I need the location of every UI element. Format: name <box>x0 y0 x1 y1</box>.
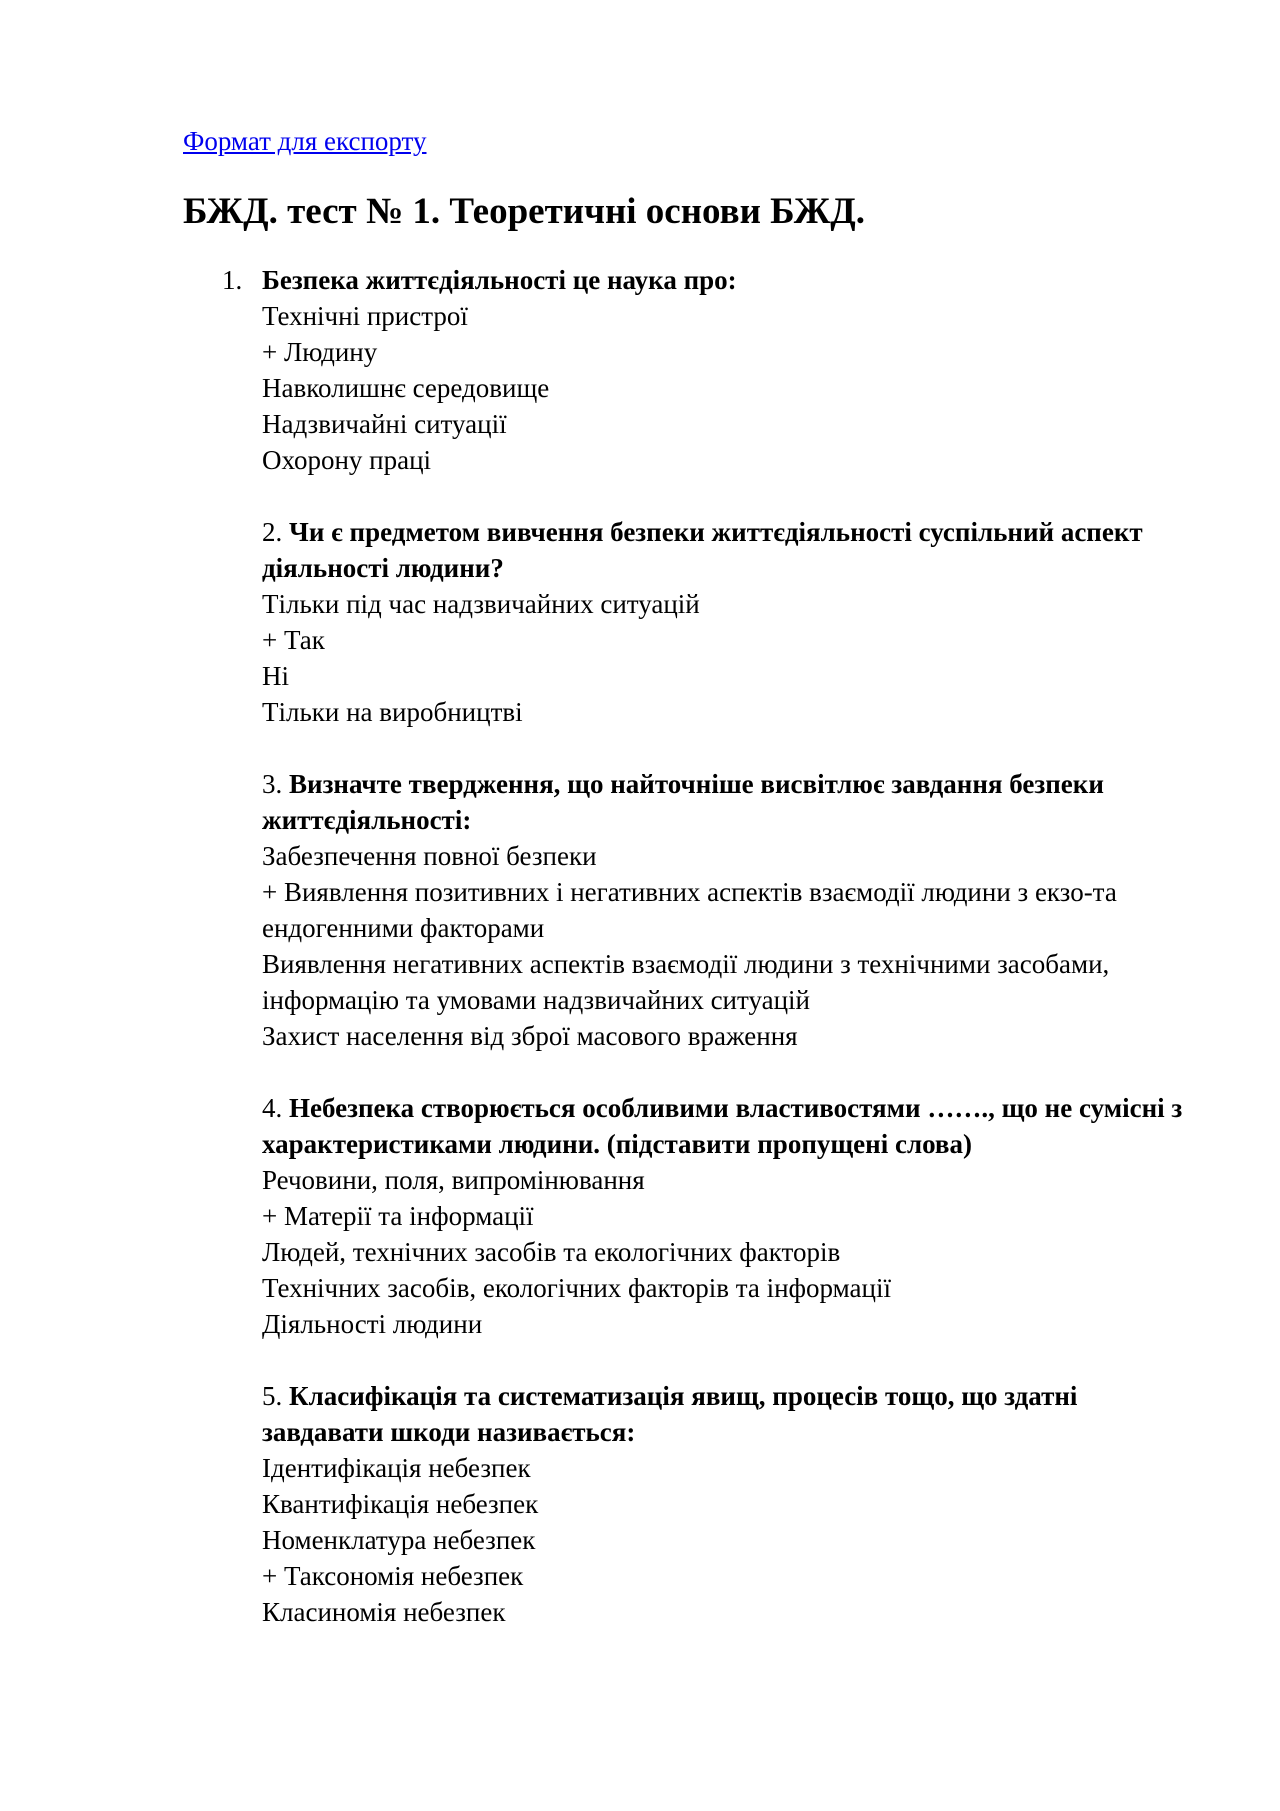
answer-option: Класиномія небезпек <box>262 1597 506 1627</box>
answer-option: Надзвичайні ситуації <box>262 409 507 439</box>
question-1-number: 1. <box>222 265 243 295</box>
answer-option: Діяльності людини <box>262 1309 483 1339</box>
answer-option: Людей, технічних засобів та екологічних факторів <box>262 1237 841 1267</box>
question-1-text: Безпека життєдіяльності це наука про: <box>262 265 737 295</box>
export-format-link[interactable]: Формат для експорту <box>183 126 427 156</box>
answer-option: Тільки під час надзвичайних ситуацій <box>262 589 700 619</box>
question-3-heading <box>262 766 1192 838</box>
answer-option: Забезпечення повної безпеки <box>262 841 597 871</box>
question-3-number: 3. <box>262 769 283 799</box>
answer-option-correct: + Так <box>262 625 325 655</box>
answer-option: Ідентифікація небезпек <box>262 1453 531 1483</box>
question-4-heading <box>262 1090 1192 1162</box>
question-3-text: Визначте твердження, що найточніше висвітлює завдання безпеки життєдіяльності: <box>262 769 1104 835</box>
answer-option: Ні <box>262 661 289 691</box>
question-5-number: 5. <box>262 1381 283 1411</box>
question-4 <box>262 1090 1192 1342</box>
answer-option: Навколишнє середовище <box>262 373 550 403</box>
answer-option: Речовини, поля, випромінювання <box>262 1165 645 1195</box>
question-5 <box>262 1378 1192 1630</box>
question-2-number: 2. <box>262 517 283 547</box>
answer-option-correct: + Матерії та інформації <box>262 1201 534 1231</box>
answer-option: Квантифікація небезпек <box>262 1489 539 1519</box>
answer-option: Номенклатура небезпек <box>262 1525 536 1555</box>
question-4-text: Небезпека створюється особливими властивостями ……., що не сумісні з характеристиками людини. (підставити пропущені слова) <box>262 1093 1183 1159</box>
question-5-heading <box>262 1378 1192 1450</box>
answer-option: Технічні пристрої <box>262 301 468 331</box>
question-list <box>222 262 1192 1666</box>
answer-option: Захист населення від зброї масового враження <box>262 1021 798 1051</box>
question-5-text: Класифікація та систематизація явищ, процесів тощо, що здатні завдавати шкоди називається: <box>262 1381 1078 1447</box>
answer-option: Охорону праці <box>262 445 432 475</box>
question-2-heading <box>262 514 1192 586</box>
answer-option-correct: + Виявлення позитивних і негативних аспектів взаємодії людини з екзо-та ендогенними факторами <box>262 877 1117 943</box>
answer-option: Тільки на виробництві <box>262 697 523 727</box>
question-2 <box>262 514 1192 730</box>
question-2-text: Чи є предметом вивчення безпеки життєдіяльності суспільний аспект діяльності людини? <box>262 517 1143 583</box>
question-3 <box>262 766 1192 1054</box>
answer-option: Виявлення негативних аспектів взаємодії людини з технічними засобами, інформацію та умовами надзвичайних ситуацій <box>262 949 1110 1015</box>
question-1 <box>222 262 1192 478</box>
page-title: БЖД. тест № 1. Теоретичні основи БЖД. <box>183 191 866 232</box>
question-4-number: 4. <box>262 1093 283 1123</box>
answer-option-correct: + Людину <box>262 337 378 367</box>
answer-option-correct: + Таксономія небезпек <box>262 1561 524 1591</box>
question-1-heading <box>222 262 1192 298</box>
answer-option: Технічних засобів, екологічних факторів та інформації <box>262 1273 891 1303</box>
